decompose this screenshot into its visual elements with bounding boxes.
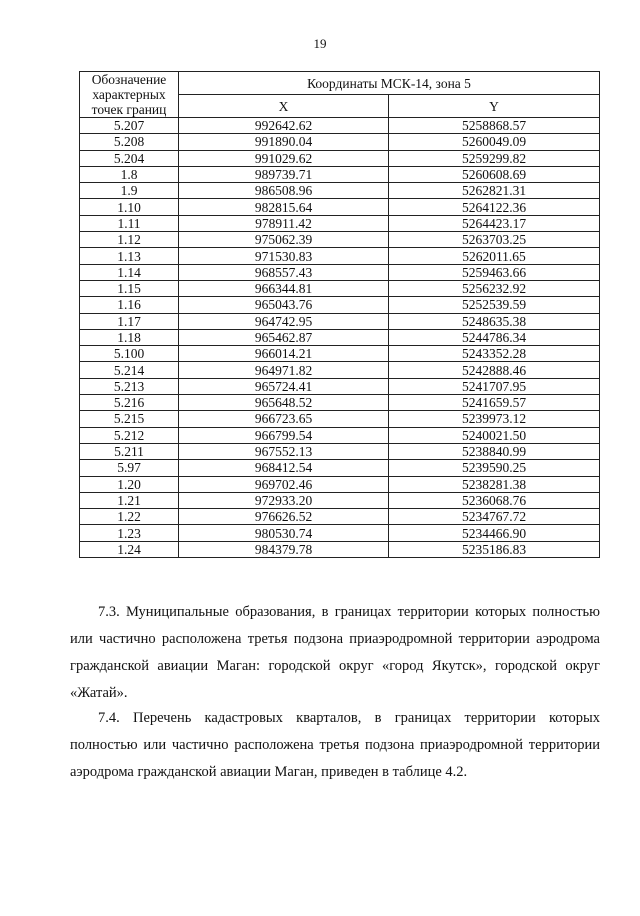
cell-y: 5234767.72 bbox=[389, 509, 600, 525]
cell-point: 1.13 bbox=[80, 248, 179, 264]
table-row bbox=[80, 199, 600, 215]
cell-y: 5239590.25 bbox=[389, 460, 600, 476]
cell-y: 5235186.83 bbox=[389, 541, 600, 557]
cell-x: 989739.71 bbox=[179, 166, 389, 182]
cell-y: 5241659.57 bbox=[389, 395, 600, 411]
cell-x: 965648.52 bbox=[179, 395, 389, 411]
cell-y: 5260608.69 bbox=[389, 166, 600, 182]
cell-y: 5259299.82 bbox=[389, 150, 600, 166]
cell-y: 5238840.99 bbox=[389, 443, 600, 459]
table-row bbox=[80, 264, 600, 280]
cell-point: 5.97 bbox=[80, 460, 179, 476]
cell-y: 5260049.09 bbox=[389, 134, 600, 150]
header-designation: Обозначение характерных точек границ bbox=[80, 72, 179, 118]
cell-point: 1.18 bbox=[80, 329, 179, 345]
cell-point: 5.211 bbox=[80, 443, 179, 459]
cell-y: 5241707.95 bbox=[389, 378, 600, 394]
cell-point: 5.207 bbox=[80, 118, 179, 134]
cell-point: 1.12 bbox=[80, 232, 179, 248]
cell-point: 1.14 bbox=[80, 264, 179, 280]
coordinates-table bbox=[79, 71, 600, 558]
cell-y: 5258868.57 bbox=[389, 118, 600, 134]
cell-y: 5239973.12 bbox=[389, 411, 600, 427]
cell-point: 5.208 bbox=[80, 134, 179, 150]
table-row bbox=[80, 248, 600, 264]
cell-x: 968412.54 bbox=[179, 460, 389, 476]
cell-x: 975062.39 bbox=[179, 232, 389, 248]
table-row bbox=[80, 118, 600, 134]
paragraph-municipalities: 7.3. Муниципальные образования, в границах территории которых полностью или частично расположена третья подзона приаэродромной территории аэродрома гражданской авиации Маган: городской округ «город Якутск», городской округ «Жатай». bbox=[70, 604, 600, 701]
cell-x: 964971.82 bbox=[179, 362, 389, 378]
cell-y: 5240021.50 bbox=[389, 427, 600, 443]
cell-x: 968557.43 bbox=[179, 264, 389, 280]
cell-point: 5.212 bbox=[80, 427, 179, 443]
cell-point: 5.204 bbox=[80, 150, 179, 166]
cell-x: 991029.62 bbox=[179, 150, 389, 166]
cell-x: 966344.81 bbox=[179, 280, 389, 296]
table-row bbox=[80, 427, 600, 443]
cell-y: 5262821.31 bbox=[389, 183, 600, 199]
cell-x: 966799.54 bbox=[179, 427, 389, 443]
cell-point: 1.10 bbox=[80, 199, 179, 215]
header-y: Y bbox=[389, 95, 600, 118]
table-row bbox=[80, 166, 600, 182]
cell-point: 1.23 bbox=[80, 525, 179, 541]
cell-y: 5259463.66 bbox=[389, 264, 600, 280]
table-row bbox=[80, 509, 600, 525]
header-coordinates: Координаты МСК-14, зона 5 bbox=[179, 72, 600, 95]
cell-x: 991890.04 bbox=[179, 134, 389, 150]
cell-y: 5244786.34 bbox=[389, 329, 600, 345]
cell-y: 5256232.92 bbox=[389, 280, 600, 296]
table-row bbox=[80, 460, 600, 476]
table-row bbox=[80, 476, 600, 492]
cell-x: 966014.21 bbox=[179, 346, 389, 362]
table-row bbox=[80, 150, 600, 166]
table-row bbox=[80, 362, 600, 378]
cell-y: 5262011.65 bbox=[389, 248, 600, 264]
table-row bbox=[80, 329, 600, 345]
table-row bbox=[80, 541, 600, 557]
cell-y: 5242888.46 bbox=[389, 362, 600, 378]
table-row bbox=[80, 492, 600, 508]
cell-y: 5236068.76 bbox=[389, 492, 600, 508]
table-row bbox=[80, 232, 600, 248]
table-row bbox=[80, 411, 600, 427]
table-body bbox=[80, 118, 600, 558]
cell-point: 5.216 bbox=[80, 395, 179, 411]
cell-point: 5.214 bbox=[80, 362, 179, 378]
cell-x: 964742.95 bbox=[179, 313, 389, 329]
cell-point: 1.15 bbox=[80, 280, 179, 296]
cell-x: 965043.76 bbox=[179, 297, 389, 313]
table-row bbox=[80, 134, 600, 150]
cell-x: 982815.64 bbox=[179, 199, 389, 215]
cell-point: 1.8 bbox=[80, 166, 179, 182]
table-row bbox=[80, 215, 600, 231]
cell-x: 972933.20 bbox=[179, 492, 389, 508]
cell-point: 1.11 bbox=[80, 215, 179, 231]
cell-y: 5243352.28 bbox=[389, 346, 600, 362]
cell-x: 976626.52 bbox=[179, 509, 389, 525]
cell-y: 5264423.17 bbox=[389, 215, 600, 231]
cell-y: 5248635.38 bbox=[389, 313, 600, 329]
cell-x: 984379.78 bbox=[179, 541, 389, 557]
cell-point: 1.21 bbox=[80, 492, 179, 508]
table-row bbox=[80, 378, 600, 394]
cell-point: 1.22 bbox=[80, 509, 179, 525]
cell-x: 969702.46 bbox=[179, 476, 389, 492]
cell-x: 966723.65 bbox=[179, 411, 389, 427]
cell-x: 978911.42 bbox=[179, 215, 389, 231]
page-number: 19 bbox=[313, 36, 327, 51]
table-row bbox=[80, 525, 600, 541]
cell-point: 1.24 bbox=[80, 541, 179, 557]
cell-point: 5.215 bbox=[80, 411, 179, 427]
cell-point: 1.9 bbox=[80, 183, 179, 199]
table-row bbox=[80, 313, 600, 329]
cell-x: 980530.74 bbox=[179, 525, 389, 541]
table-row bbox=[80, 395, 600, 411]
cell-y: 5252539.59 bbox=[389, 297, 600, 313]
cell-y: 5234466.90 bbox=[389, 525, 600, 541]
cell-x: 965462.87 bbox=[179, 329, 389, 345]
cell-point: 1.17 bbox=[80, 313, 179, 329]
header-x: X bbox=[179, 95, 389, 118]
cell-y: 5264122.36 bbox=[389, 199, 600, 215]
cell-point: 1.20 bbox=[80, 476, 179, 492]
cell-x: 992642.62 bbox=[179, 118, 389, 134]
table-row bbox=[80, 297, 600, 313]
table-row bbox=[80, 346, 600, 362]
cell-point: 5.213 bbox=[80, 378, 179, 394]
paragraph-cadastral-quarters: 7.4. Перечень кадастровых кварталов, в границах территории которых полностью или частично расположена третья подзона приаэродромной территории аэродрома гражданской авиации Маган, приведен в таблице 4.2. bbox=[70, 710, 600, 780]
cell-point: 5.100 bbox=[80, 346, 179, 362]
table-row bbox=[80, 280, 600, 296]
cell-x: 971530.83 bbox=[179, 248, 389, 264]
cell-x: 967552.13 bbox=[179, 443, 389, 459]
cell-x: 965724.41 bbox=[179, 378, 389, 394]
table-row bbox=[80, 183, 600, 199]
cell-y: 5238281.38 bbox=[389, 476, 600, 492]
cell-point: 1.16 bbox=[80, 297, 179, 313]
cell-x: 986508.96 bbox=[179, 183, 389, 199]
cell-y: 5263703.25 bbox=[389, 232, 600, 248]
table-row bbox=[80, 443, 600, 459]
